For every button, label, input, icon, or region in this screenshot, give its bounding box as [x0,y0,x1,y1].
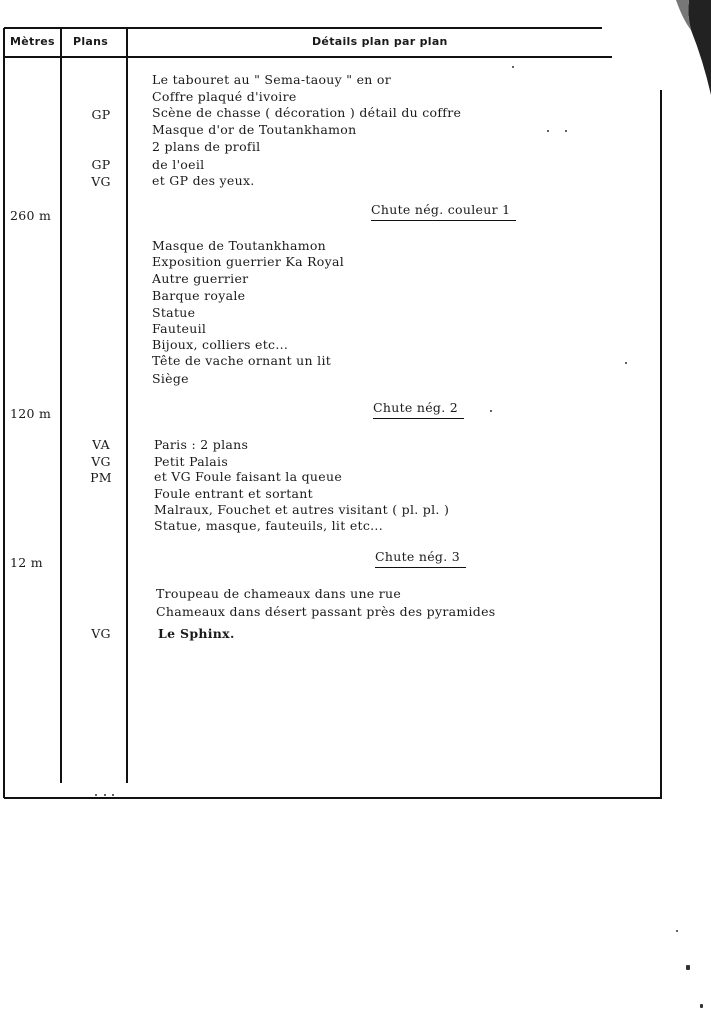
detail-line: Autre guerrier [152,271,249,286]
scan-speck [676,930,678,932]
detail-line: Masque d'or de Toutankhamon [152,122,357,137]
detail-line: 2 plans de profil [152,139,261,154]
detail-line: et VG Foule faisant la queue [154,469,343,484]
detail-line: Paris : 2 plans [154,437,249,452]
chute-label [375,549,460,564]
scan-speck [104,794,106,796]
table-top-border [4,27,602,29]
detail-line: Foule entrant et sortant [154,486,313,501]
detail-line: Statue [152,305,196,320]
detail-line: Barque royale [152,288,246,303]
column-divider-plans [126,28,128,783]
scan-speck [112,794,114,796]
detail-line: Le tabouret au " Sema-taouy " en or [152,72,392,87]
scan-speck [625,362,627,364]
plan-code: VG [91,454,111,469]
table-left-border [3,28,5,798]
scan-speck [490,410,492,412]
detail-line: Exposition guerrier Ka Royal [152,254,345,269]
detail-line: Petit Palais [154,454,229,469]
chute-underline [375,567,466,568]
header-metres: Mètres [10,35,55,48]
plan-code: PM [90,470,112,485]
scan-speck [700,1004,703,1008]
detail-line: Chameaux dans désert passant près des pyramides [156,604,496,619]
header-plans: Plans [73,35,109,48]
detail-line: de l'oeil [152,157,205,172]
plan-code: VG [91,626,111,641]
column-divider-metres [60,28,62,783]
detail-line: Siège [152,371,189,386]
detail-line: Statue, masque, fauteuils, lit etc... [154,518,383,533]
detail-line: Fauteuil [152,321,207,336]
chute-label-text: Chute nég. 3 [375,549,461,564]
plan-code: GP [91,107,111,122]
table-bottom-border [4,797,662,799]
detail-line: Scène de chasse ( décoration ) détail du coffre [152,105,462,120]
metres-value: 260 m [10,208,52,223]
chute-underline [373,418,464,419]
scan-speck [547,130,549,132]
metres-value: 120 m [10,406,52,421]
scan-speck [565,130,567,132]
chute-underline [371,220,516,221]
chute-label-text: Chute nég. 2 [373,400,459,415]
header-details: Détails plan par plan [312,35,448,48]
scan-corner-shadow [591,0,711,100]
chute-label [371,202,510,217]
detail-line: Le Sphinx. [158,626,235,641]
plan-code: VA [92,437,110,452]
detail-line: Coffre plaqué d'ivoire [152,89,297,104]
detail-line: Bijoux, colliers etc... [152,337,289,352]
detail-line: Troupeau de chameaux dans une rue [156,586,402,601]
detail-line: Masque de Toutankhamon [152,238,327,253]
plan-code: GP [91,157,111,172]
chute-label [373,400,458,415]
header-bottom-border [4,56,612,58]
scan-speck [95,794,97,796]
scan-speck [512,66,514,68]
scan-speck [686,965,690,970]
detail-line: Malraux, Fouchet et autres visitant ( pl. pl. ) [154,502,450,517]
detail-line: Tête de vache ornant un lit [152,353,332,368]
chute-label-text: Chute nég. couleur 1 [371,202,511,217]
plan-code: VG [91,174,111,189]
metres-value: 12 m [10,555,43,570]
detail-line: et GP des yeux. [152,173,255,188]
table-right-border [660,90,662,798]
